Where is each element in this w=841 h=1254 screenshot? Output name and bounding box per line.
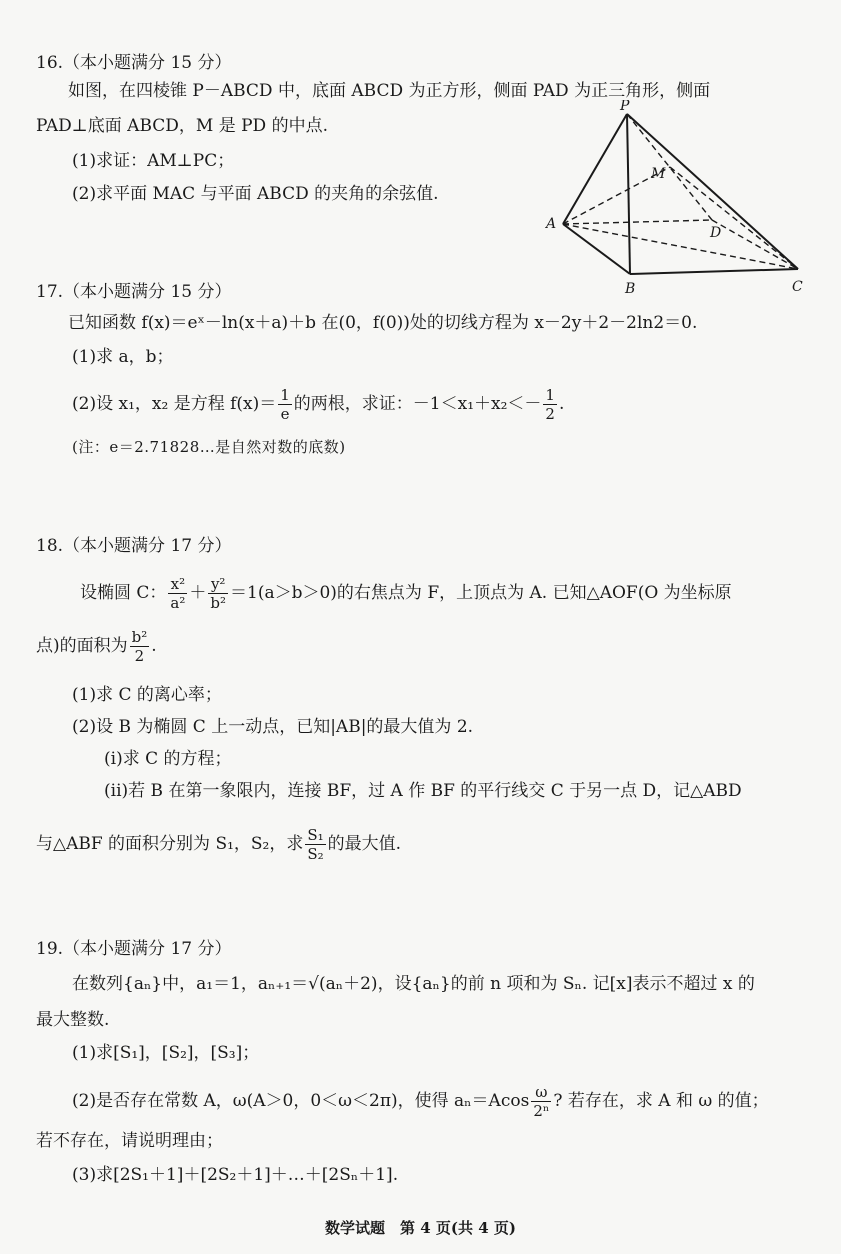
frac-denominator: a² [170,594,186,612]
q18-part2-ii: (ii)若 B 在第一象限内，连接 BF，过 A 作 BF 的平行线交 C 于另一点 D，记△ABD [104,781,742,801]
q17-part2-text-b: 的两根，求证：－1＜x₁＋x₂＜－ [293,394,542,414]
q16-text-line1: 如图，在四棱锥 P－ABCD 中，底面 ABCD 为正方形，侧面 PAD 为正三角形，侧面 [68,81,711,101]
frac-numerator: 1 [545,386,555,404]
label-A: A [546,216,557,232]
q19-part2 [72,1083,769,1120]
q16-part1: (1)求证：AM⊥PC； [72,151,235,171]
edge-PA [563,114,627,224]
q18-part1: (1)求 C 的离心率； [72,685,222,705]
fraction-y2-over-b2 [208,575,228,612]
fraction-omega-over-2n [531,1083,551,1120]
q18-part2-i: (i)求 C 的方程； [104,749,232,769]
q17-text-line1: 已知函数 f(x)＝eˣ－ln(x＋a)＋b 在(0，f(0))处的切线方程为 x－2y＋2－2ln2＝0. [68,313,698,333]
q19-part2-text-b: ? 若存在，求 A 和 ω 的值； [553,1091,769,1111]
q18-text-line2 [36,628,157,665]
q18-text-e: 与△ABF 的面积分别为 S₁，S₂，求 [36,834,304,854]
q17-part2 [72,386,564,423]
q18-text-a: 设椭圆 C： [80,583,167,603]
frac-numerator: b² [131,628,148,646]
frac-numerator: x² [168,575,187,594]
q17-part1: (1)求 a，b； [72,347,174,367]
q19-part1: (1)求[S₁]，[S₂]，[S₃]； [72,1043,260,1063]
plus-sign: ＋ [189,583,207,603]
q19-part3: (3)求[2S₁＋1]＋[2S₂＋1]＋…＋[2Sₙ＋1]. [72,1165,399,1185]
q17-note: (注：e＝2.71828…是自然对数的底数) [72,438,346,456]
q17-part2-text-a: (2)设 x₁，x₂ 是方程 f(x)＝ [72,394,277,414]
label-B: B [625,281,636,297]
frac-denominator: S₂ [307,845,324,863]
q17-header: 17.（本小题满分 15 分） [36,282,232,302]
frac-denominator: 2 [134,647,145,665]
pyramid-diagram [530,100,820,300]
q18-header: 18.（本小题满分 17 分） [36,536,232,556]
q17-part2-text-c: . [558,394,565,414]
label-C: C [792,279,803,295]
edge-PB [627,114,630,274]
fraction-x2-over-a2 [168,575,187,612]
fraction-b2-over-2 [130,628,150,665]
frac-denominator: 2 [545,405,555,423]
q18-text-line1 [80,575,732,612]
pyramid-figure [530,100,820,300]
edge-AD [563,220,712,224]
fraction-S1-over-S2 [305,826,325,863]
q19-text-line1: 在数列{aₙ}中，a₁＝1，aₙ₊₁＝√(aₙ＋2)，设{aₙ}的前 n 项和为 Sₙ. 记[x]表示不超过 x 的 [72,974,755,994]
q18-part2: (2)设 B 为椭圆 C 上一动点，已知|AB|的最大值为 2. [72,717,474,737]
q18-text-f: 的最大值. [327,834,402,854]
q18-text-d: . [151,636,157,656]
frac-numerator: ω [531,1083,551,1102]
q19-text-line2: 最大整数. [36,1010,110,1030]
frac-numerator: S₁ [307,826,324,844]
label-D: D [710,225,722,241]
label-P: P [620,100,630,114]
label-M: M [651,166,666,182]
q18-text-b: ＝1(a＞b＞0)的右焦点为 F，上顶点为 A. 已知△AOF(O 为坐标原 [230,583,732,603]
fraction-1-over-2 [543,386,557,423]
page-footer: 数学试题 第 4 页(共 4 页) [325,1219,516,1237]
q19-header: 19.（本小题满分 17 分） [36,939,232,959]
edge-BC [630,269,798,274]
q16-text-line2: PAD⊥底面 ABCD，M 是 PD 的中点. [36,116,328,136]
frac-denominator: b² [210,594,227,612]
edge-PC [627,114,798,269]
edge-AC [563,224,798,269]
q19-part2-cont: 若不存在，请说明理由； [36,1131,223,1151]
frac-denominator: 2ⁿ [533,1102,550,1120]
frac-numerator: 1 [280,386,290,404]
q18-text-c: 点)的面积为 [36,636,128,656]
frac-numerator: y² [208,575,228,594]
q19-part2-text-a: (2)是否存在常数 A，ω(A＞0，0＜ω＜2π)，使得 aₙ＝Acos [72,1091,530,1111]
q16-header: 16.（本小题满分 15 分） [36,53,232,73]
edge-DC [712,220,798,269]
edge-AB [563,224,630,274]
frac-denominator: e [280,405,290,423]
q16-part2: (2)求平面 MAC 与平面 ABCD 的夹角的余弦值. [72,184,439,204]
fraction-1-over-e [278,386,292,423]
q18-text-last [36,826,401,863]
edge-MC [670,167,798,269]
